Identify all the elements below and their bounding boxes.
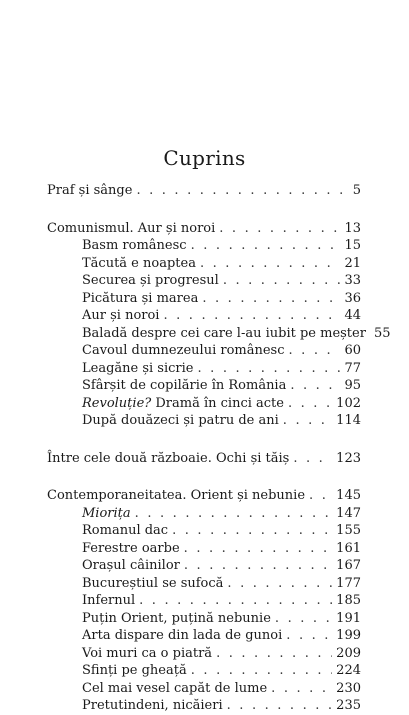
entry-title: Ferestre oarbe bbox=[82, 540, 180, 556]
entry-page: 95 bbox=[344, 378, 361, 393]
dot-leader bbox=[219, 220, 340, 238]
entry-page: 155 bbox=[336, 523, 361, 538]
entry-title: Contemporaneitatea. Orient și nebunie bbox=[47, 488, 306, 503]
entry-title: Voi muri ca o piatră bbox=[82, 645, 213, 661]
entry-title: Baladă despre cei care l-au iubit pe meșter bbox=[82, 325, 366, 341]
entry-page: 44 bbox=[344, 308, 361, 323]
dot-leader bbox=[200, 255, 341, 273]
toc-subentry bbox=[47, 697, 361, 715]
entry-page: 15 bbox=[344, 238, 361, 253]
toc-subentry bbox=[47, 272, 361, 290]
toc-subentry bbox=[47, 360, 361, 378]
entry-title: Miorița bbox=[82, 505, 131, 521]
toc-subentry bbox=[47, 290, 361, 308]
toc-subentry bbox=[47, 540, 361, 558]
dot-leader bbox=[271, 680, 332, 698]
entry-title: Pretutindeni, nicăieri bbox=[82, 698, 223, 713]
dot-leader bbox=[289, 342, 341, 360]
entry-page: 224 bbox=[336, 663, 361, 678]
entry-page: 114 bbox=[336, 413, 361, 428]
toc-entry bbox=[47, 450, 361, 468]
toc-subentry bbox=[47, 645, 361, 663]
dot-leader bbox=[135, 505, 333, 523]
dot-leader bbox=[216, 645, 332, 663]
entry-page: 199 bbox=[336, 628, 361, 643]
toc-subentry bbox=[47, 395, 361, 413]
entry-page: 177 bbox=[336, 575, 361, 591]
dot-leader bbox=[275, 610, 332, 628]
toc-subentry bbox=[47, 575, 361, 593]
dot-leader bbox=[136, 182, 348, 200]
dot-leader bbox=[197, 360, 340, 378]
toc-subentry bbox=[47, 662, 361, 680]
toc-subentry bbox=[47, 557, 361, 575]
toc-subentry bbox=[47, 627, 361, 645]
dot-leader bbox=[309, 487, 332, 505]
entry-title: Picătura și marea bbox=[82, 290, 199, 306]
dot-leader bbox=[139, 592, 332, 610]
entry-page: 13 bbox=[344, 220, 361, 236]
entry-page: 33 bbox=[344, 273, 361, 288]
dot-leader bbox=[202, 290, 340, 308]
entry-page: 161 bbox=[336, 540, 361, 556]
entry-page: 191 bbox=[336, 610, 361, 626]
dot-leader bbox=[286, 627, 332, 645]
toc-subentry bbox=[47, 307, 361, 325]
toc-subentry bbox=[47, 255, 361, 273]
entry-title: Orașul câinilor bbox=[82, 558, 180, 573]
entry-page: 36 bbox=[344, 290, 361, 306]
dot-leader bbox=[290, 377, 340, 395]
toc-subentry bbox=[47, 610, 361, 628]
entry-title: După douăzeci și patru de ani bbox=[82, 413, 279, 428]
entry-title: Romanul dac bbox=[82, 523, 169, 538]
toc-subentry bbox=[47, 342, 361, 360]
dot-leader bbox=[283, 412, 332, 430]
dot-leader bbox=[172, 522, 332, 540]
entry-page: 5 bbox=[352, 183, 361, 198]
entry-title: Cel mai vesel capăt de lume bbox=[82, 680, 268, 696]
toc-entry bbox=[47, 182, 361, 200]
entry-title: Sfârșit de copilărie în România bbox=[82, 378, 287, 393]
entry-page: 230 bbox=[336, 680, 361, 696]
toc-subentry bbox=[47, 505, 361, 523]
page-title: Cuprins bbox=[163, 146, 246, 170]
entry-page: 21 bbox=[344, 255, 361, 271]
entry-page: 167 bbox=[336, 558, 361, 573]
entry-page: 123 bbox=[336, 450, 361, 466]
entry-title: Leagăne și sicrie bbox=[82, 360, 194, 376]
entry-page: 77 bbox=[344, 360, 361, 376]
entry-title: Sfinți pe gheață bbox=[82, 663, 187, 678]
dot-leader bbox=[191, 662, 332, 680]
entry-title: Cavoul dumnezeului românesc bbox=[82, 343, 285, 358]
toc-subentry bbox=[47, 680, 361, 698]
toc-subentry bbox=[47, 592, 361, 610]
dot-leader bbox=[293, 450, 332, 468]
entry-title: Securea și progresul bbox=[82, 273, 219, 288]
entry-title: Arta dispare din lada de gunoi bbox=[82, 628, 283, 643]
entry-page: 55 bbox=[373, 325, 391, 341]
dot-leader bbox=[184, 557, 332, 575]
toc-entry bbox=[47, 487, 361, 505]
dot-leader bbox=[163, 307, 340, 325]
dot-leader bbox=[227, 697, 333, 715]
entry-page: 145 bbox=[336, 488, 361, 503]
entry-page: 185 bbox=[336, 593, 361, 608]
entry-page: 60 bbox=[344, 343, 361, 358]
entry-title: Tăcută e noaptea bbox=[82, 255, 196, 271]
toc-entry bbox=[47, 220, 361, 238]
dot-leader bbox=[184, 540, 333, 558]
entry-title: Praf și sânge bbox=[47, 183, 133, 198]
table-of-contents bbox=[47, 182, 391, 715]
entry-title-rest: Dramă în cinci acte bbox=[151, 395, 284, 411]
entry-title: Infernul bbox=[82, 593, 136, 608]
toc-subentry bbox=[47, 522, 361, 540]
dot-leader bbox=[191, 237, 341, 255]
entry-title: Aur și noroi bbox=[82, 308, 160, 323]
entry-page: 209 bbox=[336, 645, 361, 661]
dot-leader bbox=[288, 395, 332, 413]
entry-title: Basm românesc bbox=[82, 238, 187, 253]
dot-leader bbox=[227, 575, 332, 593]
entry-title-italic: Revoluție? bbox=[82, 395, 152, 411]
entry-page: 102 bbox=[336, 395, 361, 411]
entry-title bbox=[82, 395, 284, 413]
entry-title: Bucureștiul se sufocă bbox=[82, 575, 224, 591]
toc-subentry bbox=[47, 412, 361, 430]
dot-leader bbox=[223, 272, 341, 290]
entry-title: Comunismul. Aur și noroi bbox=[47, 220, 216, 236]
entry-page: 147 bbox=[336, 505, 361, 521]
entry-title: Între cele două războaie. Ochi și tăiș bbox=[47, 450, 290, 466]
toc-subentry bbox=[47, 377, 361, 395]
entry-title: Puțin Orient, puțină nebunie bbox=[82, 610, 271, 626]
entry-page: 235 bbox=[336, 698, 361, 713]
toc-subentry bbox=[47, 237, 361, 255]
toc-subentry bbox=[47, 325, 391, 343]
